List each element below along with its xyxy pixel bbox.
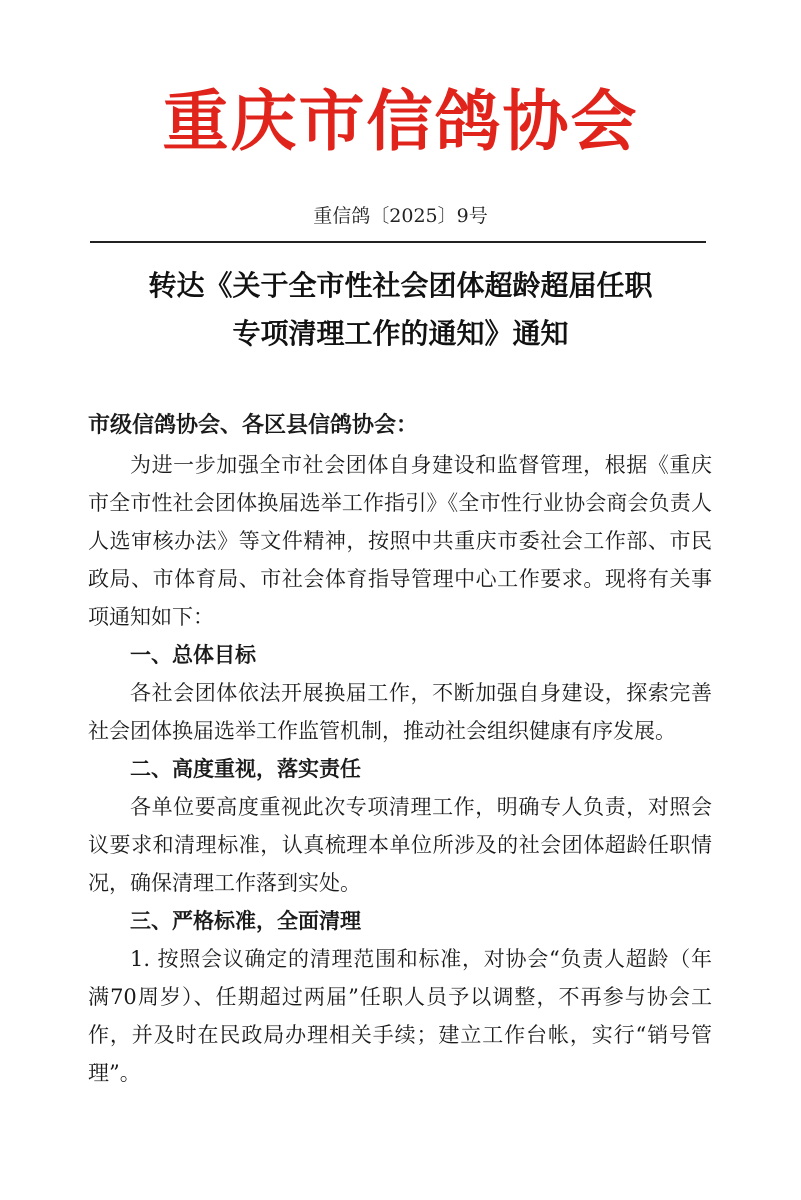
section-text-3: 1. 按照会议确定的清理范围和标准，对协会“负责人超龄（年满70周岁）、任期超过两届”任职人员予以调整，不再参与协会工作，并及时在民政局办理相关手续；建立工作台帐，实行“销号管理”。 [88,947,712,1085]
section-text-1: 各社会团体依法开展换届工作，不断加强自身建设，探索完善社会团体换届选举工作监管机制，推动社会组织健康有序发展。 [88,681,712,743]
masthead-title: 重庆市信鸽协会 [162,83,639,160]
title-line-2: 专项清理工作的通知》通知 [232,317,569,350]
title-line-1: 转达《关于全市性社会团体超龄超届任职 [148,269,653,302]
section-heading-3: 三、严格标准，全面清理 [130,908,361,933]
section-text-2: 各单位要高度重视此次专项清理工作，明确专人负责，对照会议要求和清理标准，认真梳理本单位所涉及的社会团体超龄任职情况，确保清理工作落到实处。 [88,795,712,895]
document-title [60,262,741,358]
intro-paragraph: 为进一步加强全市社会团体自身建设和监督管理，根据《重庆市全市性社会团体换届选举工作指引》《全市性行业协会商会负责人人选审核办法》等文件精神，按照中共重庆市委社会工作部、市民政局、市体育局、市社会体育指导管理中心工作要求。现将有关事项通知如下： [88,453,712,629]
document-body [88,404,712,1092]
salutation: 市级信鸽协会、各区县信鸽协会： [88,412,419,438]
document-number: 重信鸽〔2025〕9号 [313,205,488,227]
section-heading-1: 一、总体目标 [130,642,256,667]
section-heading-2: 二、高度重视，落实责任 [130,756,361,781]
header-divider [90,241,706,243]
